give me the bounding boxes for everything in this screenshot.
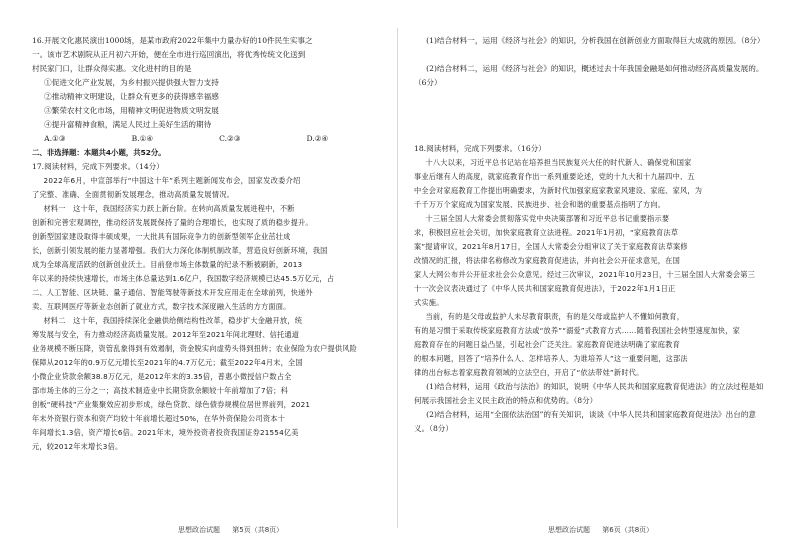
paragraph-line: 求，积极回应社会关切，加快家庭教育立法进程。2021年1月初，“家庭教育法草 (414, 228, 679, 237)
intro-line: 了完整、准确、全面贯彻新发展理念，推动高质量发展情况。 (32, 190, 235, 199)
material-line: 年以来的持续快速增长，市场主体总量达到1.6亿户，我国数字经济规模已达45.5万亿元，占 (32, 274, 335, 283)
question-16-item: ④提升富精神食粮，满足人民过上美好生活的期待 (44, 120, 212, 129)
material-line: 保障从2012年的0.9万亿元增长至2021年的4.7万亿元；截至2022年4月末，全国 (32, 358, 303, 367)
question-18-part-1: (1)结合材料，运用《政治与法治》的知识，说明《中华人民共和国家庭教育促进法》的立法过程是如何展示我国社会主义民主政治的特点和优势的。（8分） (414, 382, 764, 405)
option-c: C.②③ (219, 134, 241, 143)
material-line: 年间增长1.3倍，资产增长6倍。2021年末，境外投资者投资我国证券21554亿美 (32, 428, 299, 437)
question-16-line: 村民家门口，让群众得实惠。文化进村的目的是 (32, 64, 192, 73)
answer-space (414, 90, 766, 116)
paragraph-line: 改情况的汇报，将法律名称修改为家庭教育促进法，并向社会公开征求意见，在国 (414, 256, 680, 265)
intro-line: 2022年6月，中宣部举行“中国这十年”系列主题新闻发布会，国家发改委介绍 (43, 176, 301, 185)
paragraph-line: 的根本问题，回答了“培养什么人、怎样培养人、为谁培养人”这一重要问题，这部法 (414, 354, 688, 363)
footer-title: 思想政治试题 (178, 526, 220, 534)
question-18-part-2: (2)结合材料，运用“全面依法治国”的有关知识，谈谈《中华人民共和国家庭教育促进法》出台的意义。（8分） (414, 410, 757, 433)
option-b: B.①④ (131, 134, 154, 143)
paragraph-line: 律的出台标志着家庭教育领域的立法空白，开启了“依法带娃”新时代。 (414, 368, 644, 377)
question-17-part-2: (2)结合材料二，运用《经济与社会》的知识，概述过去十年我国金融是如何推动经济高质量发展的。（6分） (414, 64, 764, 87)
material-line: 筹发展与安全，有力推动经济高质量发展。2012年至2021年间北理财、信托通道 (32, 330, 300, 339)
question-16-item: ②推动精神文明建设，让群众有更多的获得感幸福感 (44, 92, 219, 101)
question-17-intro (32, 174, 394, 202)
paragraph-line: 案”提请审议，2021年8月17日，全国人大常委会分组审议了关于家庭教育法草案修 (414, 242, 688, 251)
page-6-footer (548, 525, 653, 535)
material-line: 创新型国家建设取得丰硕成果，一大批具有国际竞争力的创新型领军企业茁壮成 (32, 232, 291, 241)
paragraph-line: 十八大以来，习近平总书记站在培养担当民族复兴大任的时代新人、确保党和国家 (425, 158, 692, 167)
question-18-stem: 18.阅读材料，完成下列要求。（16分） (414, 144, 546, 153)
paragraph-line: 中全会对家庭教育工作提出明确要求，为新时代加强家庭家教家风建设、家庭、家风，为 (414, 186, 703, 195)
page-5-column (32, 34, 394, 454)
page-6-column (414, 34, 766, 436)
paragraph-line: 当前，有的是父母或监护人未尽教育职责，有的是父母或监护人不懂如何教育， (425, 312, 685, 321)
question-16-line: 一。该市艺术剧院从正月初六开始，便在全市进行巡回演出，将优秀传统文化送到 (32, 50, 306, 59)
material-one (32, 202, 394, 314)
option-d: D.②④ (306, 134, 329, 143)
q18-paragraph-1 (414, 156, 766, 212)
footer-page-number: 第5页（共8页） (232, 526, 284, 534)
paragraph-line: 十一次会议表决通过了《中华人民共和国家庭教育促进法》，于2022年1月1日正 (414, 284, 676, 293)
q18-paragraph-2 (414, 212, 766, 310)
answer-space (414, 48, 766, 62)
footer-title: 思想政治试题 (548, 526, 590, 534)
q18-paragraph-3 (414, 310, 766, 380)
material-line: 部市场主体的三分之一；高技术制造业中长期贷款余额较十年前增加了7倍；科 (32, 386, 288, 395)
section-heading: 二、非选择题：本题共4小题，共52分。 (32, 148, 166, 157)
material-line: 材料二 这十年，我国持续深化金融供给侧结构性改革，稳步扩大金融开放，统 (43, 316, 303, 325)
column-divider (397, 28, 398, 528)
paragraph-line: 庭教育存在的问题日益凸显，引起社会广泛关注。家庭教育促进法明确了家庭教育 (414, 340, 680, 349)
footer-page-number: 第6页（共8页） (602, 526, 654, 534)
question-16-item: ③繁荣农村文化市场，用精神文明促进物质文明发展 (44, 106, 219, 115)
paragraph-line: 有的是习惯于采取传统家庭教育方法或“放养”“溺爱”式教育方式……随着我国社会转型速度加快，家 (414, 326, 740, 335)
material-line: 二、人工智能、区块链、量子通信、智能驾驶等新技术开发应用走在全球前列，快递外 (32, 288, 313, 297)
question-16-line: 16.开展文化惠民演出1000场，是某市政府2022年集中力量办好的10件民生实事之 (32, 36, 313, 45)
material-line: 长，创新引领发展的能力显著增强。我们大力深化体制机制改革，营造良好创新环境，我国 (32, 246, 328, 255)
question-16-item: ①促进文化产业发展，为乡村振兴提供强大智力支持 (44, 78, 219, 87)
material-line: 业务规模不断压降，资管乱象得到有效遏制，资金脱实向虚势头得到扭转；农业保险为农户提供风险 (32, 344, 358, 353)
material-line: 成为全球高度活跃的创新创业沃土。目前登市场主体数量的纪录不断被刷新，2013 (32, 260, 303, 269)
paragraph-line: 十三届全国人大常委会贯彻落实党中央决策部署和习近平总书记重要指示要 (425, 214, 670, 223)
question-17-stem: 17.阅读材料，完成下列要求。（14分） (32, 162, 164, 171)
option-a: A.①③ (44, 134, 66, 143)
material-line: 材料一 这十年，我国经济实力跃上新台阶。在转向高质量发展进程中，不断 (43, 204, 295, 213)
answer-space (414, 116, 766, 142)
material-line: 小微企业贷款余额38.8万亿元，是2012年末的3.35倍，普惠小微授信户数占全 (32, 372, 292, 381)
question-16 (32, 34, 394, 146)
paragraph-line: 事业后继有人的高度，就家庭教育作出一系列重要论述，党的十九大和十九届四中、五 (414, 172, 695, 181)
paragraph-line: 千千万万个家庭成为国家发展、民族进步、社会和谐的重要基点指明了方向。 (414, 200, 666, 209)
question-17-part-1: (1)结合材料一，运用《经济与社会》的知识，分析我国在创新创业方面取得巨大成就的原因。（8分） (426, 36, 765, 45)
material-line: 卖、互联网医疗等新业态创新了就业方式，数字技术深度融入生活的方方面面。 (32, 302, 291, 311)
paragraph-line: 式实施。 (414, 298, 444, 307)
page-5-footer (178, 525, 283, 535)
material-line: 元，较2012年末增长3倍。 (32, 442, 123, 451)
material-line: 创板“硬科技”产业集聚效应初步形成，绿色贷款、绿色债券规模位居世界前列，2021 (32, 400, 311, 409)
material-line: 年末外资银行资本和资产均较十年前增长超过50%，在华外资保险公司资本十 (32, 414, 285, 423)
paragraph-line: 家人大网公布并公开征求社会公众意见。经过三次审议，2021年10月23日，十三届全国人大常委会第三 (414, 270, 756, 279)
material-line: 创新和完善宏观调控，推动经济发展既保持了量的合理增长，也实现了质的稳步提升。 (32, 218, 313, 227)
material-two (32, 314, 394, 454)
question-16-options (32, 132, 394, 146)
